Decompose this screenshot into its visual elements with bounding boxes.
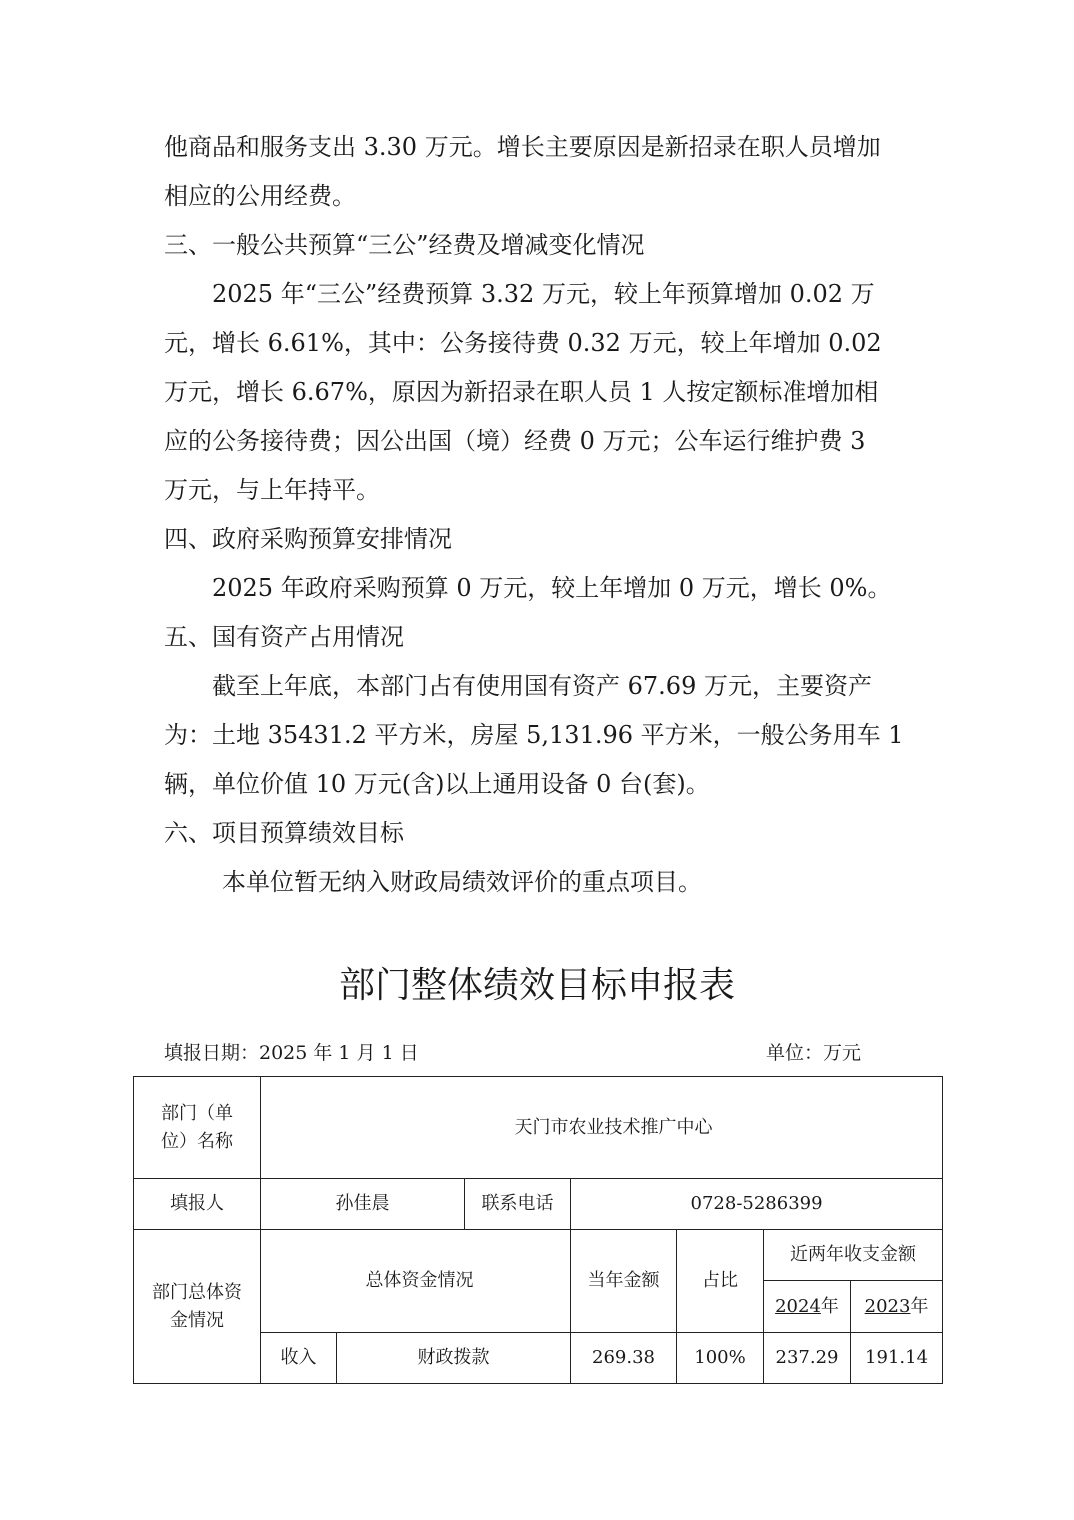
section-heading: 五、国有资产占用情况 xyxy=(164,623,404,651)
body-line: 元，增长 6.61%，其中：公务接待费 0.32 万元，较上年增加 0.02 xyxy=(164,329,882,357)
body-line: 万元，增长 6.67%，原因为新招录在职人员 1 人按定额标准增加相 xyxy=(164,378,879,406)
phone-label: 联系电话 xyxy=(465,1179,571,1230)
total-funds-label: 总体资金情况 xyxy=(261,1230,571,1333)
fiscal-allocation-label: 财政拨款 xyxy=(337,1333,571,1384)
year-2023-header xyxy=(851,1281,943,1333)
ratio-header: 占比 xyxy=(677,1230,764,1333)
year-2023-number: 2023 xyxy=(864,1295,911,1317)
current-amount-header: 当年金额 xyxy=(571,1230,677,1333)
performance-form-table xyxy=(133,1076,943,1384)
body-line: 为：土地 35431.2 平方米，房屋 5,131.96 平方米，一般公务用车 1 xyxy=(164,721,904,749)
unit-label: 单位：万元 xyxy=(766,1042,862,1064)
body-line: 相应的公用经费。 xyxy=(164,182,356,210)
fiscal-2024-amount: 237.29 xyxy=(764,1333,851,1384)
section-heading: 六、项目预算绩效目标 xyxy=(164,819,404,847)
fiscal-2023-amount: 191.14 xyxy=(851,1333,943,1384)
two-year-header: 近两年收支金额 xyxy=(764,1230,943,1281)
fill-date: 填报日期：2025 年 1 月 1 日 xyxy=(164,1042,419,1064)
year-suffix: 年 xyxy=(910,1295,929,1317)
body-line: 2025 年“三公”经费预算 3.32 万元，较上年预算增加 0.02 万 xyxy=(212,280,875,308)
body-line: 万元，与上年持平。 xyxy=(164,476,380,504)
dept-name-label: 部门（单位）名称 xyxy=(134,1077,261,1179)
section-heading: 三、一般公共预算“三公”经费及增减变化情况 xyxy=(164,231,645,259)
fiscal-ratio: 100% xyxy=(677,1333,764,1384)
section-heading: 四、政府采购预算安排情况 xyxy=(164,525,452,553)
year-suffix: 年 xyxy=(820,1295,839,1317)
body-line: 截至上年底，本部门占有使用国有资产 67.69 万元，主要资产 xyxy=(212,672,872,700)
body-line: 辆，单位价值 10 万元(含)以上通用设备 0 台(套)。 xyxy=(164,770,710,798)
phone-value: 0728-5286399 xyxy=(571,1179,943,1230)
funds-section-label: 部门总体资金情况 xyxy=(134,1230,261,1384)
body-line: 他商品和服务支出 3.30 万元。增长主要原因是新招录在职人员增加 xyxy=(164,133,881,161)
filler-value: 孙佳晨 xyxy=(261,1179,465,1230)
form-title: 部门整体绩效目标申报表 xyxy=(338,965,735,1006)
income-label: 收入 xyxy=(261,1333,337,1384)
body-line: 本单位暂无纳入财政局绩效评价的重点项目。 xyxy=(222,868,702,896)
fiscal-current-amount: 269.38 xyxy=(571,1333,677,1384)
dept-name-value: 天门市农业技术推广中心 xyxy=(261,1077,943,1179)
body-line: 2025 年政府采购预算 0 万元，较上年增加 0 万元，增长 0%。 xyxy=(212,574,892,602)
year-2024-number: 2024 xyxy=(775,1295,821,1317)
year-2024-header xyxy=(764,1281,851,1333)
filler-label: 填报人 xyxy=(134,1179,261,1230)
body-line: 应的公务接待费；因公出国（境）经费 0 万元；公车运行维护费 3 xyxy=(164,427,866,455)
